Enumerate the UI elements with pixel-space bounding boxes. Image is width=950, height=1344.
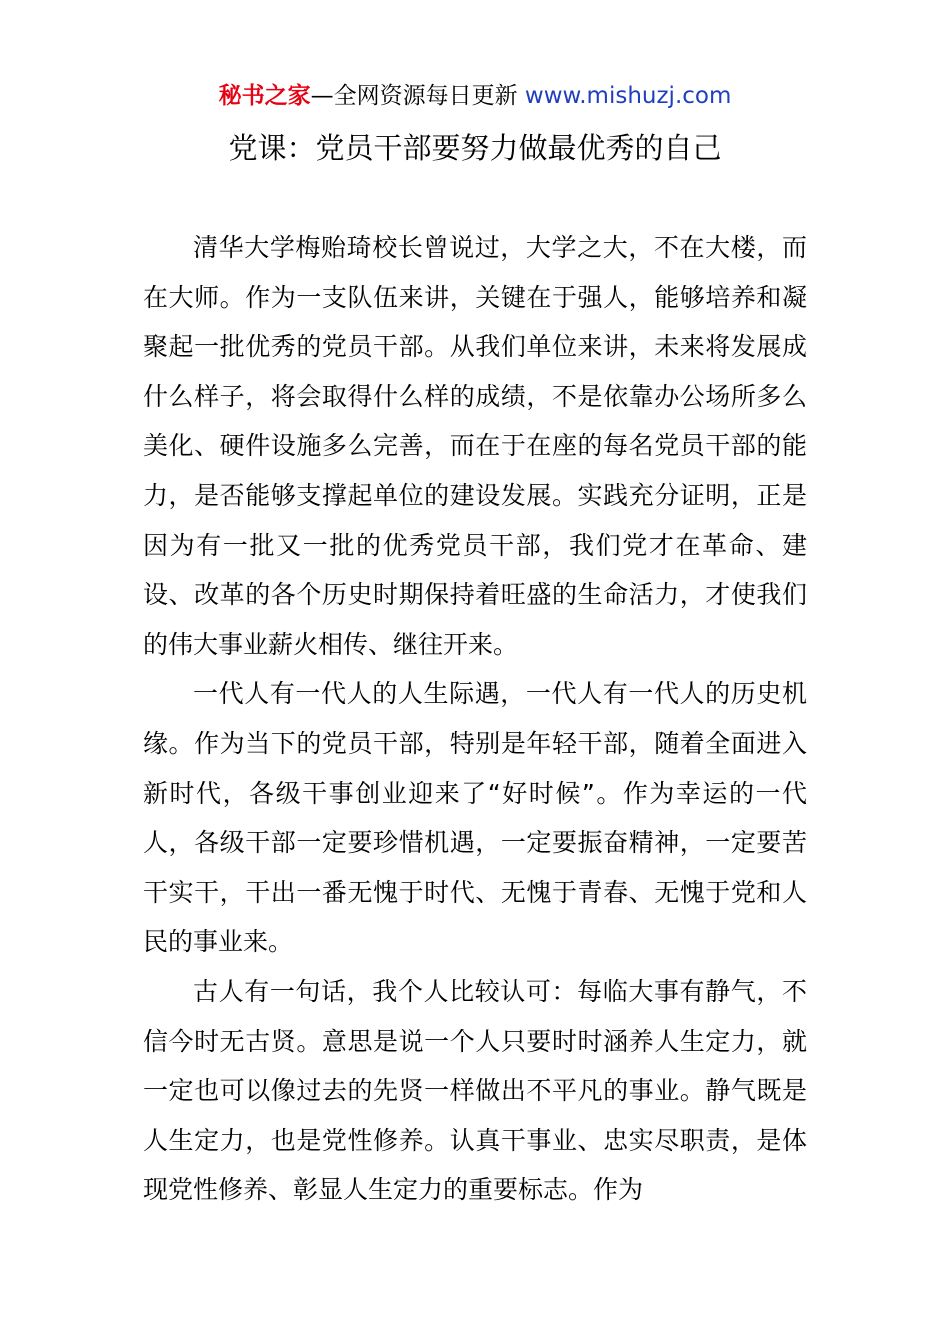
- paragraph-3: 古人有一句话，我个人比较认可：每临大事有静气，不信今时无古贤。意思是说一个人只要时时涵养人生定力，就一定也可以像过去的先贤一样做出不平凡的事业。静气既是人生定力，也是党性修养。认真干事业、忠实尽职责，是体现党性修养、彰显人生定力的重要标志。作为: [143, 976, 807, 1205]
- document-body: [143, 223, 807, 1215]
- site-header: [0, 80, 950, 112]
- paragraph-2: 一代人有一代人的人生际遇，一代人有一代人的历史机缘。作为当下的党员干部，特别是年轻干部，随着全面进入新时代，各级干事创业迎来了“好时候”。作为幸运的一代人，各级干部一定要珍惜机遇，一定要振奋精神，一定要苦干实干，干出一番无愧于时代、无愧于青春、无愧于党和人民的事业来。: [143, 679, 807, 957]
- site-url-link[interactable]: www.mishuzj.com: [524, 83, 732, 109]
- site-brand: 秘书之家: [218, 83, 311, 109]
- site-tagline: —全网资源每日更新: [310, 83, 525, 109]
- paragraph-1: 清华大学梅贻琦校长曾说过，大学之大，不在大楼，而在大师。作为一支队伍来讲，关键在于强人，能够培养和凝聚起一批优秀的党员干部。从我们单位来讲，未来将发展成什么样子，将会取得什么样的成绩，不是依靠办公场所多么美化、硬件设施多么完善，而在于在座的每名党员干部的能力，是否能够支撑起单位的建设发展。实践充分证明，正是因为有一批又一批的优秀党员干部，我们党才在革命、建设、改革的各个历史时期保持着旺盛的生命活力，才使我们的伟大事业薪火相传、继往开来。: [143, 233, 807, 659]
- document-title: 党课：党员干部要努力做最优秀的自己: [228, 131, 722, 165]
